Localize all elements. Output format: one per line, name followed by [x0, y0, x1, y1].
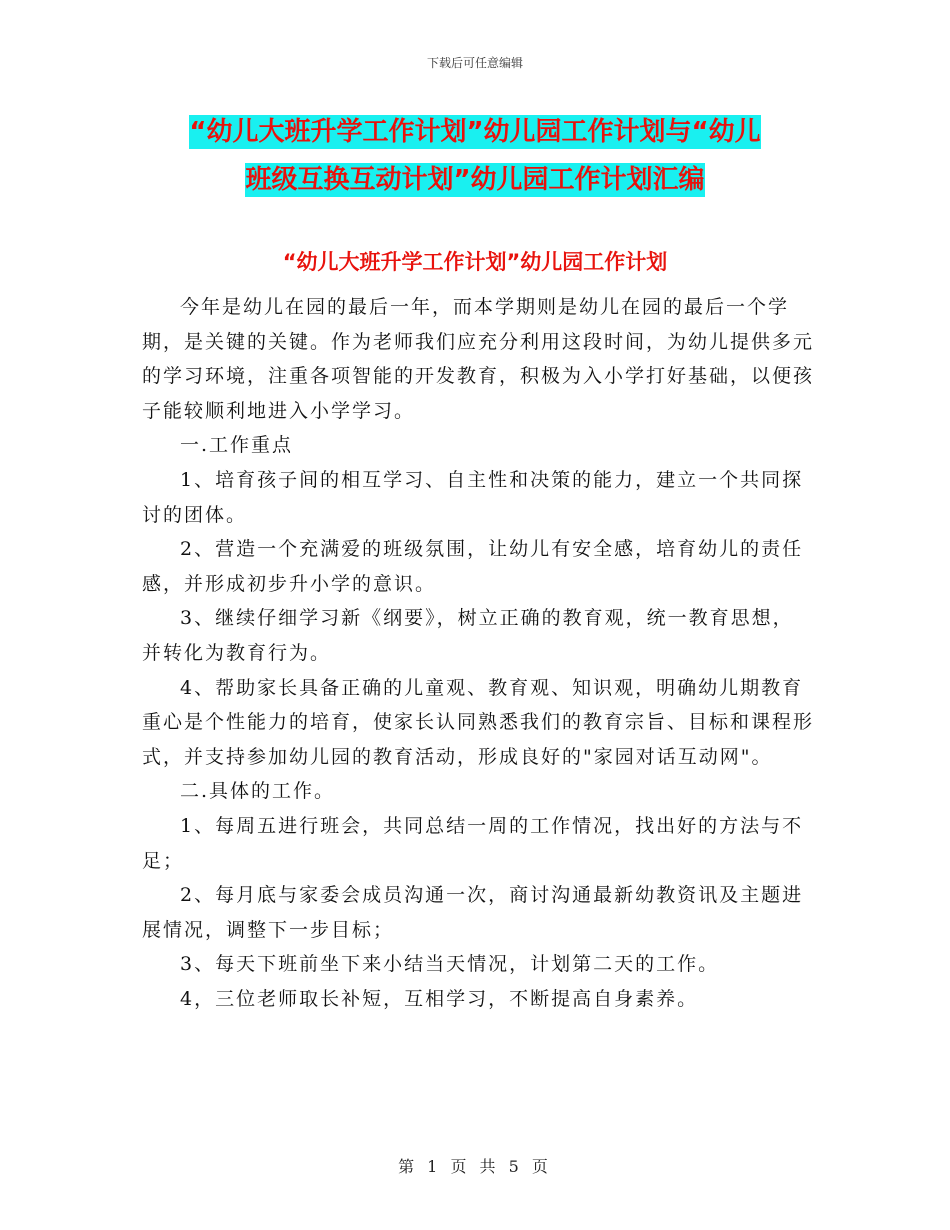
paragraph-focus-1: 1、培育孩子间的相互学习、自主性和决策的能力，建立一个共同探讨的团体。 — [142, 468, 804, 526]
paragraph-work-2: 2、每月底与家委会成员沟通一次，商讨沟通最新幼教资讯及主题进展情况，调整下一步目标； — [142, 884, 804, 941]
paragraph-intro: 今年是幼儿在园的最后一年，而本学期则是幼儿在园的最后一个学期，是关键的关键。作为老师我们应充分利用这段时间，为幼儿提供多元的学习环境，注重各项智能的开发教育，积极为入小学打好基础，以便孩子能较顺利地进入小学学习。 — [142, 296, 815, 422]
paragraph-work-1: 1、每周五进行班会，共同总结一周的工作情况，找出好的方法与不足； — [142, 814, 804, 872]
heading-specific-work: 二.具体的工作。 — [180, 780, 336, 803]
paragraph-focus-3: 3、继续仔细学习新《纲要》，树立正确的教育观，统一教育思想，并转化为教育行为。 — [142, 607, 794, 664]
header-note: 下载后可任意编辑 — [426, 56, 523, 70]
paragraph-work-3: 3、每天下班前坐下来小结当天情况，计划第二天的工作。 — [180, 953, 720, 976]
document-title — [0, 108, 950, 204]
title-highlight-1: “幼儿大班升学工作计划”幼儿园工作计划与“幼儿 — [189, 117, 761, 147]
heading-work-focus: 一.工作重点 — [180, 434, 294, 457]
title-highlight-2: 班级互换互动计划”幼儿园工作计划汇编 — [245, 165, 705, 195]
paragraph-focus-4: 4、帮助家长具备正确的儿童观、教育观、知识观，明确幼儿期教育重心是个性能力的培育，使家长认同熟悉我们的教育宗旨、目标和课程形式，并支持参加幼儿园的教育活动，形成良好的"家园对话互动网"。 — [142, 676, 815, 768]
document-body — [142, 290, 814, 1016]
document-title-line-2 — [0, 156, 950, 204]
paragraph-focus-2: 2、营造一个充满爱的班级氛围，让幼儿有安全感，培育幼儿的责任感，并形成初步升小学的意识。 — [142, 538, 804, 595]
section-title: “幼儿大班升学工作计划”幼儿园工作计划 — [282, 250, 668, 274]
paragraph-work-4: 4，三位老师取长补短，互相学习，不断提高自身素养。 — [180, 987, 699, 1010]
document-title-line-1 — [0, 108, 950, 156]
page-number-footer: 第 1 页 共 5 页 — [398, 1157, 552, 1176]
